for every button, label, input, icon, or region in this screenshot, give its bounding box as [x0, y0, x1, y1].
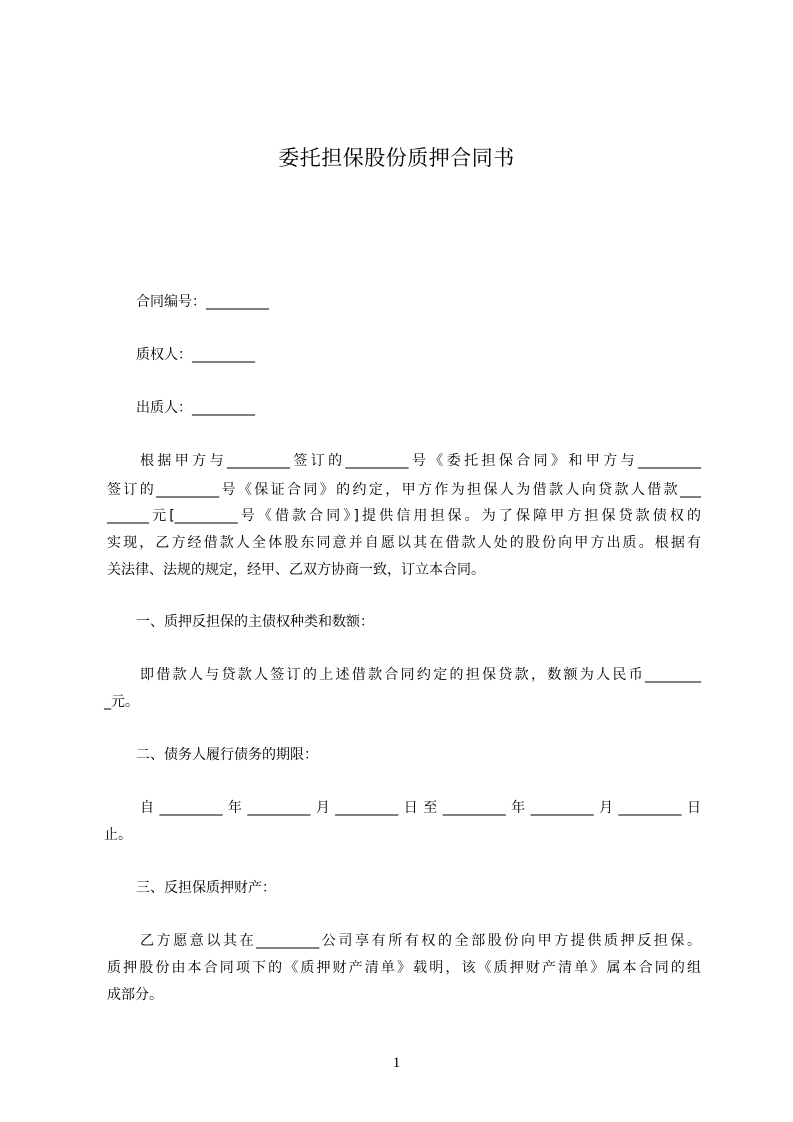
document-title: 委托担保股份质押合同书 — [278, 146, 515, 170]
contract-number-field: 合同编号：_________ — [136, 294, 269, 310]
section-heading: 三、反担保质押财产： — [136, 880, 276, 896]
preamble-line: 实现，乙方经借款人全体股东同意并自愿以其在借款人处的股份向甲方出质。根据有 — [107, 535, 701, 551]
section-body-line: 即借款人与贷款人签订的上述借款合同约定的担保贷款，数额为人民币________ — [140, 667, 701, 683]
section-body-line: _元。 — [104, 694, 139, 710]
section-body-line: 止。 — [104, 827, 132, 843]
section-body-line: 自_________年_________月_________日至_________年_________月_________日 — [140, 800, 701, 816]
section-body-line: 成部分。 — [107, 987, 163, 1003]
section-heading: 二、债务人履行债务的期限： — [136, 747, 318, 763]
section-body-line: 乙方愿意以其在_________公司享有所有权的全部股份向甲方提供质押反担保。 — [140, 933, 701, 949]
pledgor-field: 出质人：_________ — [136, 400, 255, 416]
section-body-line: 质押股份由本合同项下的《质押财产清单》载明，该《质押财产清单》属本合同的组 — [107, 960, 701, 976]
preamble-line: 关法律、法规的规定，经甲、乙双方协商一致，订立本合同。 — [107, 562, 485, 578]
preamble-line: 根据甲方与_________签订的_________号《委托担保合同》和甲方与_________ — [140, 453, 701, 469]
preamble-line: 签订的_________号《保证合同》的约定，甲方作为担保人为借款人向贷款人借款___ — [107, 482, 701, 498]
pledgee-field: 质权人：_________ — [136, 347, 255, 363]
page-number: 1 — [392, 1055, 401, 1071]
section-heading: 一、质押反担保的主债权种类和数额： — [136, 614, 374, 630]
preamble-line: ______元[_________号《借款合同》]提供信用担保。为了保障甲方担保贷款债权的 — [107, 508, 701, 524]
